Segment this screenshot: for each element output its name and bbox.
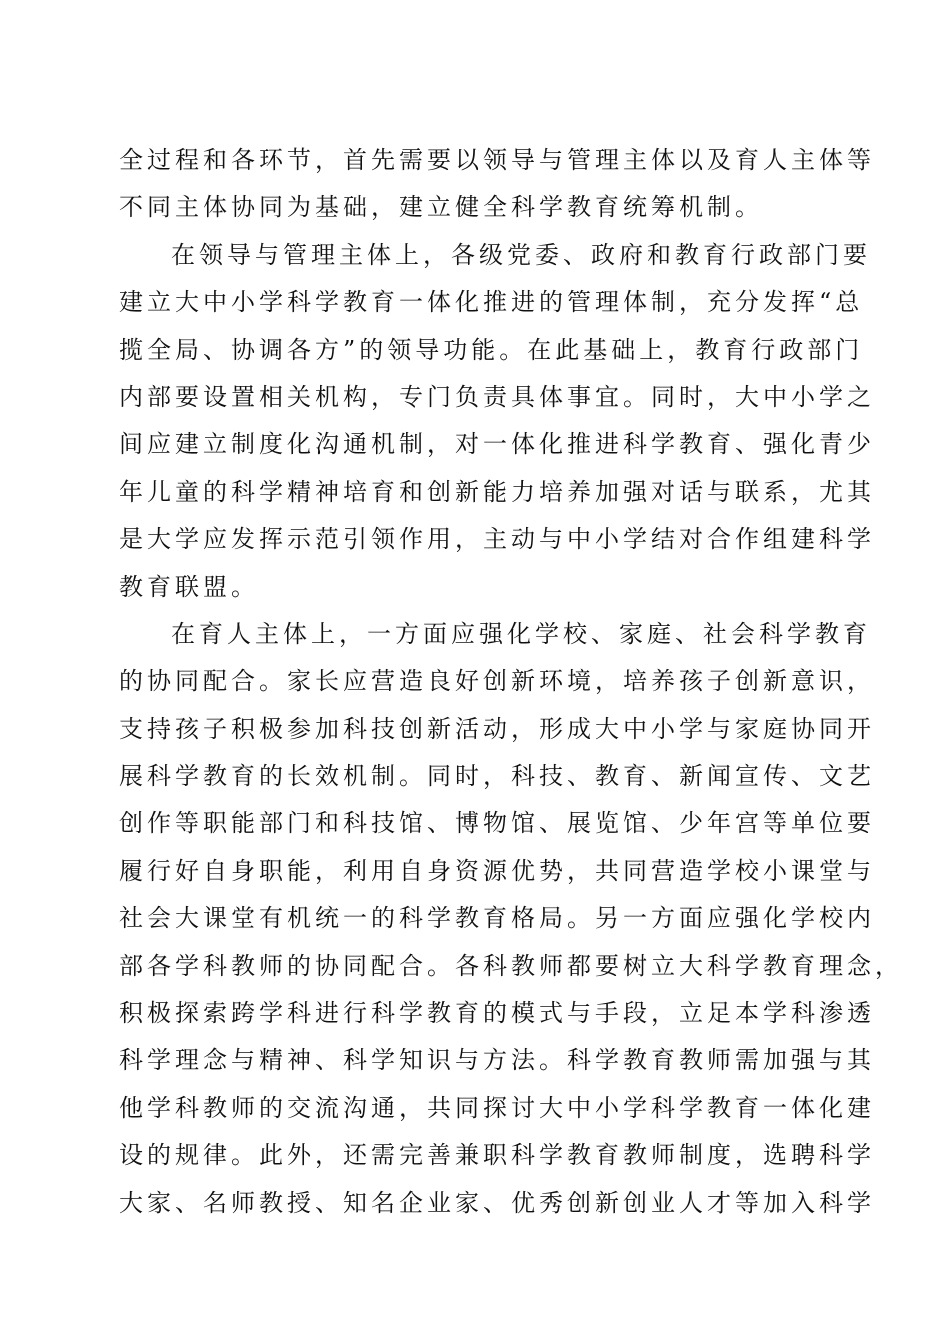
text-line: 间应建立制度化沟通机制，对一体化推进科学教育、强化青少: [119, 430, 875, 459]
text-line: 部各学科教师的协同配合。各科教师都要树立大科学教育理念，: [119, 951, 903, 980]
text-line: 揽全局、协调各方”的领导功能。在此基础上，教育行政部门: [119, 335, 864, 364]
text-line: 支持孩子积极参加科技创新活动，形成大中小学与家庭协同开: [119, 714, 875, 743]
text-line: 的协同配合。家长应营造良好创新环境，培养孩子创新意识，: [119, 667, 875, 696]
text-line: 社会大课堂有机统一的科学教育格局。另一方面应强化学校内: [119, 904, 875, 933]
text-line: 大家、名师教授、知名企业家、优秀创新创业人才等加入科学: [119, 1188, 875, 1217]
text-line: 履行好自身职能，利用自身资源优势，共同营造学校小课堂与: [119, 856, 875, 885]
text-line: 不同主体协同为基础，建立健全科学教育统筹机制。: [119, 193, 763, 222]
text-line: 是大学应发挥示范引领作用，主动与中小学结对合作组建科学: [119, 525, 875, 554]
text-line: 全过程和各环节，首先需要以领导与管理主体以及育人主体等: [119, 146, 875, 174]
text-line: 他学科教师的交流沟通，共同探讨大中小学科学教育一体化建: [119, 1093, 875, 1122]
text-line: 展科学教育的长效机制。同时，科技、教育、新闻宣传、文艺: [119, 762, 875, 791]
text-line: 在领导与管理主体上，各级党委、政府和教育行政部门要: [171, 240, 871, 269]
text-line: 设的规律。此外，还需完善兼职科学教育教师制度，选聘科学: [119, 1141, 875, 1170]
text-line: 创作等职能部门和科技馆、博物馆、展览馆、少年宫等单位要: [119, 809, 875, 838]
text-line: 积极探索跨学科进行科学教育的模式与手段，立足本学科渗透: [119, 999, 875, 1028]
text-line: 内部要设置相关机构，专门负责具体事宜。同时，大中小学之: [119, 382, 875, 411]
text-line: 教育联盟。: [119, 572, 259, 601]
body-text: [119, 137, 903, 1227]
text-line: 在育人主体上，一方面应强化学校、家庭、社会科学教育: [171, 619, 871, 648]
text-line: 年儿童的科学精神培育和创新能力培养加强对话与联系，尤其: [119, 477, 875, 506]
text-line: 建立大中小学科学教育一体化推进的管理体制，充分发挥“总: [119, 288, 864, 317]
text-line: 科学理念与精神、科学知识与方法。科学教育教师需加强与其: [119, 1046, 875, 1075]
